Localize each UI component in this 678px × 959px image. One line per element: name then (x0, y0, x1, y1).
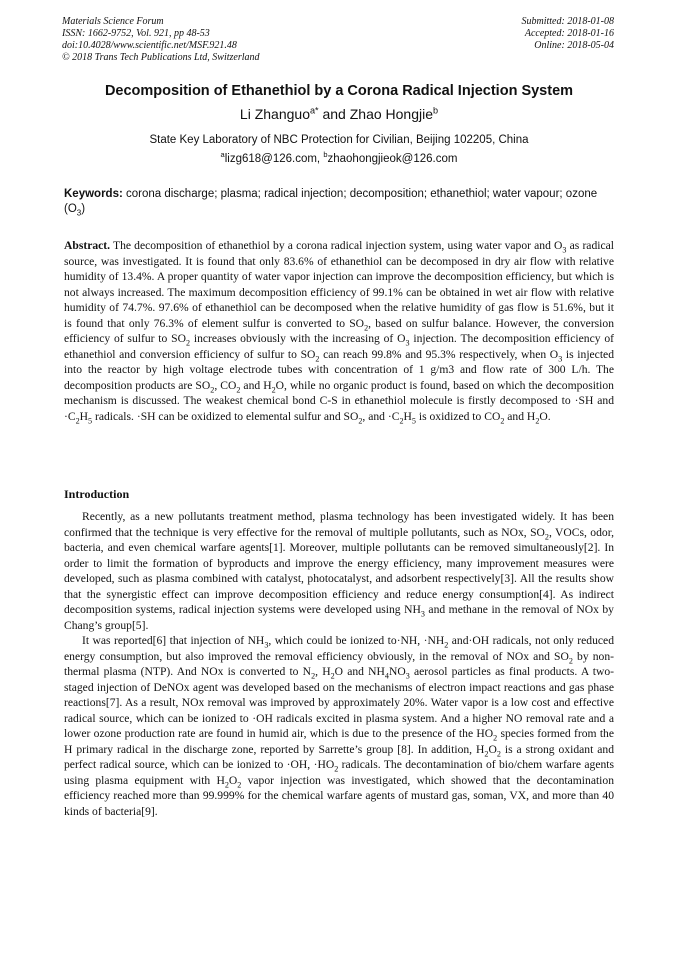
text-run: O, while no organic product is found, based on which the decomposition mechanism is discussed. The weakest chemical bond C-S in ethanethiol molecule is firstly decomposed to ·SH and ·C (64, 378, 614, 423)
introduction-paragraph (64, 633, 614, 819)
introduction-body (64, 509, 614, 819)
authors (40, 105, 638, 123)
paper-title: Decomposition of Ethanethiol by a Corona Radical Injection System (104, 83, 574, 99)
introduction-heading: Introduction (64, 487, 130, 501)
author-name: Li Zhanguo (239, 106, 310, 122)
email-marker: b (323, 150, 328, 160)
email-address: lizg618@126.com, (224, 153, 324, 165)
subscript: 2 (568, 655, 573, 665)
copyright-line: © 2018 Trans Tech Publications Ltd, Switzerland (62, 52, 260, 63)
keywords (64, 187, 614, 217)
text-run: and·OH radicals, not only reduced energy consumption, but also improved the removal efficiency obviously, in the removal of NOx and SO (64, 634, 614, 663)
online-date: Online: 2018-05-04 (534, 40, 614, 51)
text-run: aerosol particles as final products. A two-staged injection of DeNOx agent was developed based on the mechanisms of electron impact reactions and gas phase reactions[7]. As a result, NOx removal was improved by approximately 20%. Water vapor is a low cost and effective radical source, which can be ionized to ·OH radicals excited in plasma system. And a higher NO removal rate and a lower ozone production rate are found in humid air, which is due to the presence of the HO (64, 665, 614, 740)
keywords-end: ) (81, 203, 86, 215)
subscript: 2 (210, 384, 215, 394)
author-marker: b (433, 105, 439, 116)
text-run: and H (240, 378, 272, 392)
text-run: The decomposition of ethanethiol by a corona radical injection system, using water vapor and O (110, 239, 563, 252)
keywords-subscript: 3 (76, 208, 82, 218)
text-run: O and NH (334, 665, 385, 678)
text-run: O (228, 773, 238, 787)
abstract-text (64, 239, 614, 423)
subscript: 3 (558, 353, 563, 363)
subscript: 5 (88, 415, 93, 425)
submitted-date: Submitted: 2018-01-08 (521, 16, 614, 27)
text-run: O (488, 742, 497, 756)
subscript: 2 (334, 764, 339, 774)
text-run: Recently, as a new pollutants treatment method, plasma technology has been investigated widely. It has been confirmed that the technique is very effective for the removal of multiple pollutants, such as NOx, SO (64, 510, 614, 539)
text-run: and H (504, 409, 536, 423)
subscript: 2 (237, 779, 242, 789)
text-run: , and ·C (362, 409, 400, 423)
author-emails (40, 152, 638, 166)
subscript: 2 (535, 415, 540, 425)
subscript: 2 (224, 779, 229, 789)
abstract (64, 238, 614, 424)
subscript: 2 (496, 748, 501, 758)
text-run: vapor injection was investigated, which showed that the decontamination efficiency reached more than 99.999% for the chemical warfare agents of mustard gas, soman, VX, and more than 40 kinds of bacteria[9]. (64, 773, 615, 818)
email-marker: a (220, 150, 225, 160)
subscript: 2 (75, 415, 80, 425)
subscript: 2 (544, 531, 549, 541)
subscript: 3 (405, 338, 410, 348)
text-run: is oxidized to CO (415, 409, 501, 423)
subscript: 2 (399, 415, 404, 425)
text-run: , VOCs, odor, bacteria, and even chemical warfare agents[1]. Moreover, multiple pollutants can be removed simultaneously[2]. In order to limit the formation of byproducts and improve the energy efficiency, many improvement measures were developed, such as plasma combined with catalyst, photocatalyst, and adsorbent respectively[3]. All the results show that the synergistic effect can improve decomposition efficiency and reduce energy consumption[4]. As indirect decomposition systems, radical injection systems were developed using NH (64, 525, 614, 616)
text-run: increases obviously with the increasing of O (190, 332, 406, 345)
subscript: 2 (315, 353, 320, 363)
affiliation: State Key Laboratory of NBC Protection for Civilian, Beijing 102205, China (149, 134, 529, 146)
subscript: 2 (484, 748, 489, 758)
subscript: 2 (311, 671, 316, 681)
text-run: , H (315, 665, 331, 678)
text-run: O. (539, 409, 551, 423)
subscript: 2 (444, 640, 449, 650)
text-run: as radical source, was investigated. It is found that only 83.6% of ethanethiol can be decomposed in dry air flow with relative humidity of 13.4%. A proper quantity of water vapor injection can improve the decomposition efficiency, but which is not always increased. The maximum decomposition efficiency of 99.1% can be obtained in wet air flow with relative humidity of 74.7%. 97.6% of ethanethiol can be decomposed when the relative humidity of gas flow is 51.6%, but it is found that only 76.3% of element sulfur is converted to SO (64, 239, 614, 330)
text-run: injection. The decomposition efficiency of ethanethiol and conversion efficiency of sulfur to SO (64, 332, 614, 361)
subscript: 2 (364, 322, 369, 332)
subscript: 3 (264, 640, 269, 650)
text-run: radicals. ·SH can be oxidized to elemental sulfur and SO (92, 409, 359, 423)
subscript: 2 (500, 415, 505, 425)
subscript: 2 (236, 384, 241, 394)
subscript: 2 (358, 415, 363, 425)
subscript: 3 (562, 245, 567, 255)
text-run: It was reported[6] that injection of NH (82, 634, 265, 647)
text-run: , CO (214, 378, 237, 392)
issn-line: ISSN: 1662-9752, Vol. 921, pp 48-53 (62, 28, 210, 39)
introduction-paragraph (64, 509, 614, 633)
text-run: by non-thermal plasma (NTP). And NOx is converted to N (64, 649, 614, 678)
text-run: species formed from the H primary radical in the discharge zone, reported by Sarrette’s group [8]. In addition, H (64, 727, 614, 756)
subscript: 2 (271, 384, 276, 394)
abstract-label: Abstract. (64, 239, 111, 252)
author-conjunction: and (318, 106, 350, 122)
text-run: , which could be ionized to·NH, ·NH (268, 634, 445, 647)
subscript: 2 (493, 733, 498, 743)
submission-dates (522, 16, 615, 52)
text-run: NO (388, 665, 406, 678)
subscript: 3 (405, 671, 410, 681)
text-run: H (403, 409, 412, 423)
keywords-text: corona discharge; plasma; radical injection; decomposition; ethanethiol; water vapour; ozone (O (64, 188, 598, 215)
doi-line: doi:10.4028/www.scientific.net/MSF.921.48 (62, 40, 237, 51)
text-run: is injected into the reactor by high voltage electrode tubes with concentration of 1 g/m3 and flow rate of 300 L/h. The decomposition products are SO (64, 347, 614, 392)
text-run: can reach 99.8% and 95.3% respectively, when O (319, 347, 559, 361)
journal-info (62, 16, 260, 64)
subscript: 3 (420, 609, 425, 619)
text-run: is a strong oxidant and perfect radical source, which can be ionized to ·OH, ·HO (64, 742, 615, 771)
author-marker: a* (309, 105, 319, 116)
text-run: and methane in the removal of NOx by Chang’s group[5]. (64, 603, 614, 632)
text-run: radicals. The decontamination of bio/chem warfare agents using plasma equipment with H (64, 758, 614, 787)
journal-name: Materials Science Forum (62, 16, 164, 27)
author-name: Zhao Hongjie (349, 106, 434, 122)
subscript: 2 (185, 338, 191, 348)
subscript: 4 (384, 671, 389, 681)
text-run: , based on sulfur balance. However, the conversion efficiency of sulfur to SO (64, 316, 615, 345)
email-address: zhaohongjieok@126.com (327, 153, 458, 165)
subscript: 2 (330, 671, 335, 681)
subscript: 5 (411, 415, 416, 425)
accepted-date: Accepted: 2018-01-16 (524, 28, 614, 39)
text-run: H (79, 409, 89, 423)
keywords-label: Keywords: (64, 188, 123, 200)
